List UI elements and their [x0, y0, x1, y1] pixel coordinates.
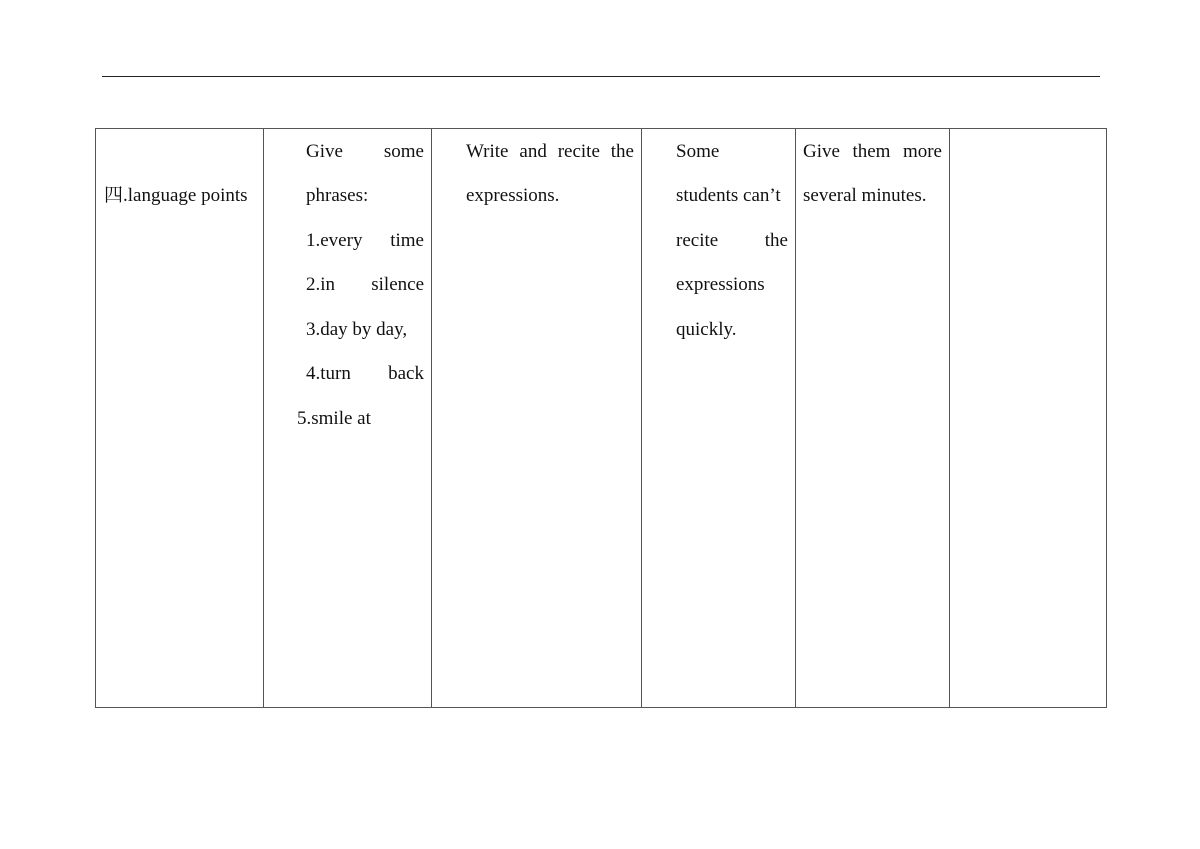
solutions-cell [796, 129, 950, 708]
student-activity-cell [432, 129, 642, 708]
teacher-line: Give some [306, 140, 424, 162]
phrase-item: 2.in silence [306, 274, 424, 295]
problems-cell [642, 129, 796, 708]
solution-line: several minutes. [803, 185, 927, 206]
problem-line: Some [676, 140, 720, 162]
solution-line: Give them more [803, 140, 942, 162]
phrase-item: 4.turn back [306, 363, 424, 384]
notes-cell [950, 129, 1107, 708]
stage-label: 四.language points [104, 185, 248, 206]
student-line: expressions. [466, 185, 560, 206]
teacher-activity-cell [264, 129, 432, 708]
phrase-item: 5.smile at [297, 407, 371, 429]
notes-text [950, 129, 1106, 130]
problem-line: recite the [676, 229, 788, 251]
phrase-item: 1.every time [306, 229, 424, 251]
problem-line: quickly. [676, 318, 737, 340]
problem-line: expressions [676, 274, 765, 295]
lesson-plan-table [95, 128, 1107, 708]
problem-line: students can’t [676, 185, 781, 206]
phrase-item: 3.day by day, [306, 318, 408, 340]
teacher-line: phrases: [306, 185, 369, 206]
header-rule [102, 76, 1100, 77]
student-line: Write and recite the [466, 140, 634, 162]
stage-cell [96, 129, 264, 708]
table-row [96, 129, 1107, 708]
